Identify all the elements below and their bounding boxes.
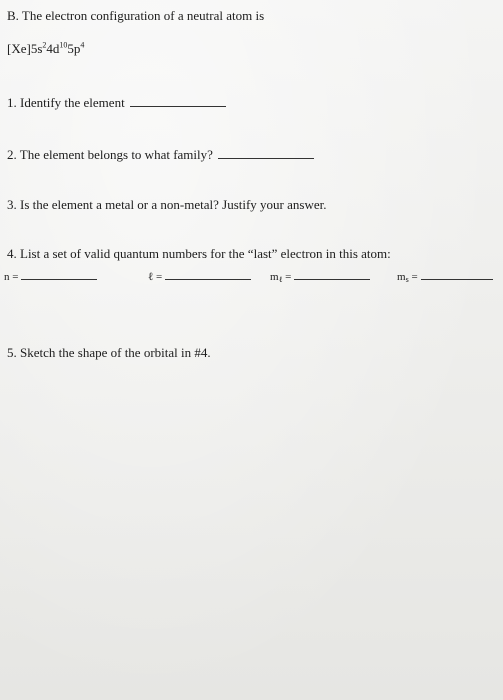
ms-blank[interactable]	[421, 278, 493, 280]
answer-blank-2[interactable]	[218, 157, 314, 159]
question-1: 1. Identify the element	[7, 95, 226, 111]
quantum-number-n: n =	[4, 271, 97, 283]
ml-blank[interactable]	[294, 278, 370, 280]
l-blank[interactable]	[165, 278, 251, 280]
quantum-number-l: ℓ =	[148, 271, 251, 283]
quantum-number-ms: $m_s$ =	[397, 271, 493, 284]
question-3: 3. Is the element a metal or a non-metal? Justify your answer.	[7, 197, 327, 212]
n-blank[interactable]	[21, 278, 97, 280]
answer-blank-1[interactable]	[130, 105, 226, 107]
electron-configuration: $[Xe]5s^24d^{10}5p^4$	[7, 40, 85, 56]
question-5: 5. Sketch the shape of the orbital in #4.	[7, 345, 211, 360]
question-2: 2. The element belongs to what family?	[7, 147, 314, 163]
question-4: 4. List a set of valid quantum numbers for the “last” electron in this atom:	[7, 246, 391, 261]
section-heading: B. The electron configuration of a neutral atom is	[7, 8, 265, 23]
quantum-number-ml: $m_\ell$ =	[270, 271, 370, 284]
